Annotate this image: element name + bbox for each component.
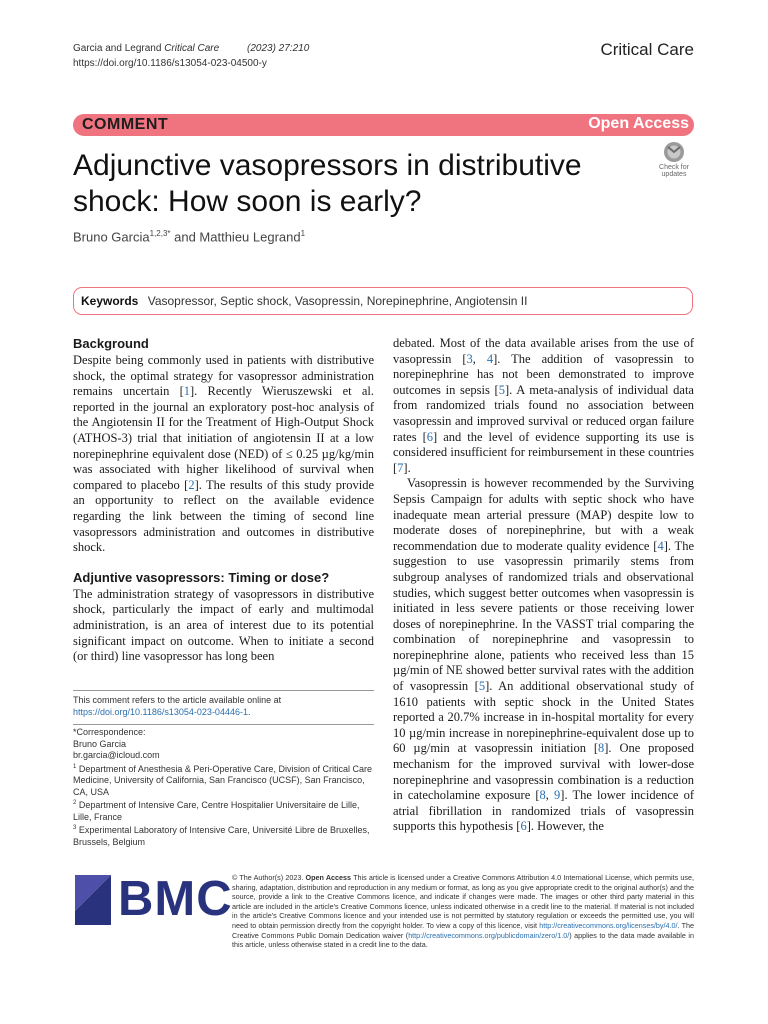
author-name[interactable]: and Matthieu Legrand <box>170 229 301 245</box>
correspondence-divider <box>73 724 374 725</box>
citation-link[interactable]: 9 <box>554 788 561 803</box>
right-column <box>393 336 694 835</box>
body-paragraph: debated. Most of the data available arises from the use of vasopressin [3, 4]. The addition of vasopressin to norepinephrine has not been demonstrated to improve outcomes in sepsis [5]. A meta-analysis of individual data from randomized trials found no association between vasopressin and improved survival or reduced organ failure rates [6] and the level of evidence supporting its use is considered insufficient for reimbursement in these countries [7]. <box>393 336 695 475</box>
keywords-line <box>81 294 527 308</box>
section-heading-timing: Adjuntive vasopressors: Timing or dose? <box>73 569 330 585</box>
background-paragraph: Despite being commonly used in patients with distributive shock, the optimal strategy for vasopressor administration remains uncertain [1]. Recently Wieruszewski et al. reported in the journal an exploratory post-hoc analysis of the Angiotensin II for the Treatment of High-Output Shock (ATHOS-3) trial that initiation of angiotensin II at a low norepinephrine equivalent dose (NED) of ≤ 0.25 µg/kg/min was associated with higher likelihood of survival when compared to placebo [2]. The results of this study provide an opportunity to reflect on the available evidence regarding the link between the timing of second line vasopressors administration and outcomes in distributive shock. <box>73 353 374 555</box>
related-article-note: This comment refers to the article available online at https://doi.org/10.1186/s13054-023-04446-1. <box>73 695 282 717</box>
citation-link[interactable]: 3 <box>466 351 473 366</box>
related-article-link[interactable]: https://doi.org/10.1186/s13054-023-04446-1 <box>73 707 248 717</box>
check-for-updates-badge[interactable] <box>654 141 694 181</box>
correspondence-email[interactable]: br.garcia@icloud.com <box>73 750 160 760</box>
left-column <box>73 336 374 665</box>
keywords-text: Vasopressor, Septic shock, Vasopressin, Norepinephrine, Angiotensin II <box>147 294 528 308</box>
citation-link[interactable]: 5 <box>498 382 505 397</box>
header-citation: (2023) 27:210 <box>247 43 310 54</box>
citation-link[interactable]: 4 <box>486 351 494 366</box>
section-heading-background: Background <box>73 336 149 351</box>
article-type-label: COMMENT <box>82 116 169 133</box>
author-list <box>73 229 305 244</box>
header-authors: Garcia and Legrand <box>73 43 162 54</box>
citation-link[interactable]: 4 <box>657 538 664 553</box>
license-open-access: Open Access <box>305 873 352 882</box>
author-affiliation-sup: 1,2,3* <box>149 229 171 238</box>
header-doi[interactable]: https://doi.org/10.1186/s13054-023-04500-y <box>73 58 267 69</box>
public-domain-link[interactable]: http://creativecommons.org/publicdomain/zero/1.0/ <box>408 930 570 940</box>
citation-link[interactable]: 7 <box>397 460 404 475</box>
badge-caption-1: Check for <box>659 164 689 171</box>
open-access-label: Open Access <box>588 115 689 132</box>
citation-link[interactable]: 8 <box>539 788 546 803</box>
journal-name: Critical Care <box>600 40 694 59</box>
footnote-divider <box>73 690 374 691</box>
header-journal: Critical Care <box>164 43 220 54</box>
article-type-band <box>73 114 694 136</box>
license-text: © The Author(s) 2023. Open Access This article is licensed under a Creative Commons Attribution 4.0 International License, which permits use, sharing, adaptation, distribution and reproduction in any medium or format, as long as you give appropriate credit to the original author(s) and the source, provide a link to the Creative Commons licence, and indicate if changes were made. The images or other third party material in this article are included in the article's Creative Commons licence, unless indicated otherwise in a credit line to the material. If material is not included in the article's Creative Commons licence and your intended use is not permitted by statutory regulation or exceeds the permitted use, you will need to obtain permission directly from the copyright holder. To view a copy of this licence, visit http://creativecommons.org/licenses/by/4.0/. The Creative Commons Public Domain Dedication waiver (http://creativecommons.org/publicdomain/zero/1.0/) applies to the data made available in this article, unless otherwise stated in a credit line to the data. <box>232 873 695 950</box>
keywords-label: Keywords <box>81 294 139 308</box>
citation-link[interactable]: 5 <box>478 679 486 694</box>
body-paragraph: Vasopressin is however recommended by the Surviving Sepsis Campaign for adults with septic shock who have inadequate mean arterial pressure (MAP) despite low to moderate doses of norepinephrine, but with a weak recommendation due to moderate quality evidence [4]. The suggestion to use vasopressin primarily stems from subgroup analyses of randomized trials and observational studies, which suggest better outcomes when vasopressin is initiated in less severe patients or those receiving lower doses of norepinephrine. In the VASST trial comparing the combination of norepinephrine and vasopressin to norepinephrine alone, patients who received less than 15 µg/min of NE showed better survival rates with the addition of vasopressin [5]. An additional observational study of 1610 patients with septic shock in the United States reported a 20.7% increase in in-hospital mortality for every 10 µg/min increase in norepinephrine-equivalent dose up to 60 µg/min at vasopressin initiation [8]. One proposed mechanism for the improved survival with lower-dose norepinephrine and vasopressin combination is a reduction in catecholamine exposure [8, 9]. The lower incidence of atrial fibrillation in randomized trials of vasopressin supports this hypothesis [6]. However, the <box>393 476 695 834</box>
affiliation-3: $^3$ Experimental Laboratory of Intensive Care, Université Libre de Bruxelles, Brussels, Belgium <box>73 825 370 847</box>
citation-link[interactable]: 1 <box>183 384 190 399</box>
affiliation-2: $^2$ Department of Intensive Care, Centre Hospitalier Universitaire de Lille, Lille, France <box>73 800 360 822</box>
license-link[interactable]: http://creativecommons.org/licenses/by/4.0/ <box>539 920 678 930</box>
header-citation-line <box>73 41 309 56</box>
citation-link[interactable]: 6 <box>520 819 527 834</box>
author-affiliation-sup: 1 <box>300 229 306 238</box>
correspondence-block <box>73 727 374 848</box>
running-header <box>73 41 309 71</box>
correspondence-name: Bruno Garcia <box>73 738 127 749</box>
check-for-updates-icon <box>654 141 694 165</box>
keywords-box <box>73 287 693 315</box>
article-title: Adjunctive vasopressors in distributive shock: How soon is early? <box>73 149 582 218</box>
citation-link[interactable]: 2 <box>188 477 195 492</box>
correspondence-label: *Correspondence: <box>73 727 146 737</box>
citation-link[interactable]: 6 <box>426 429 434 444</box>
affiliation-1: $^1$ Department of Anesthesia & Peri-Operative Care, Division of Critical Care Medicine, University of California, San Francisco (UCSF), San Francisco, CA, USA <box>73 763 372 797</box>
badge-caption-2: updates <box>661 171 687 178</box>
bmc-logo-text: BMC <box>118 872 233 926</box>
timing-paragraph: The administration strategy of vasopressors in distributive shock, particularly the impact of early and multimodal administration, is an area of interest due to its potential significant impact on outcome. When to initiate a second (or third) line vasopressor has long been <box>73 586 374 664</box>
author-name[interactable]: Bruno Garcia <box>73 229 150 245</box>
citation-link[interactable]: 8 <box>598 741 605 756</box>
